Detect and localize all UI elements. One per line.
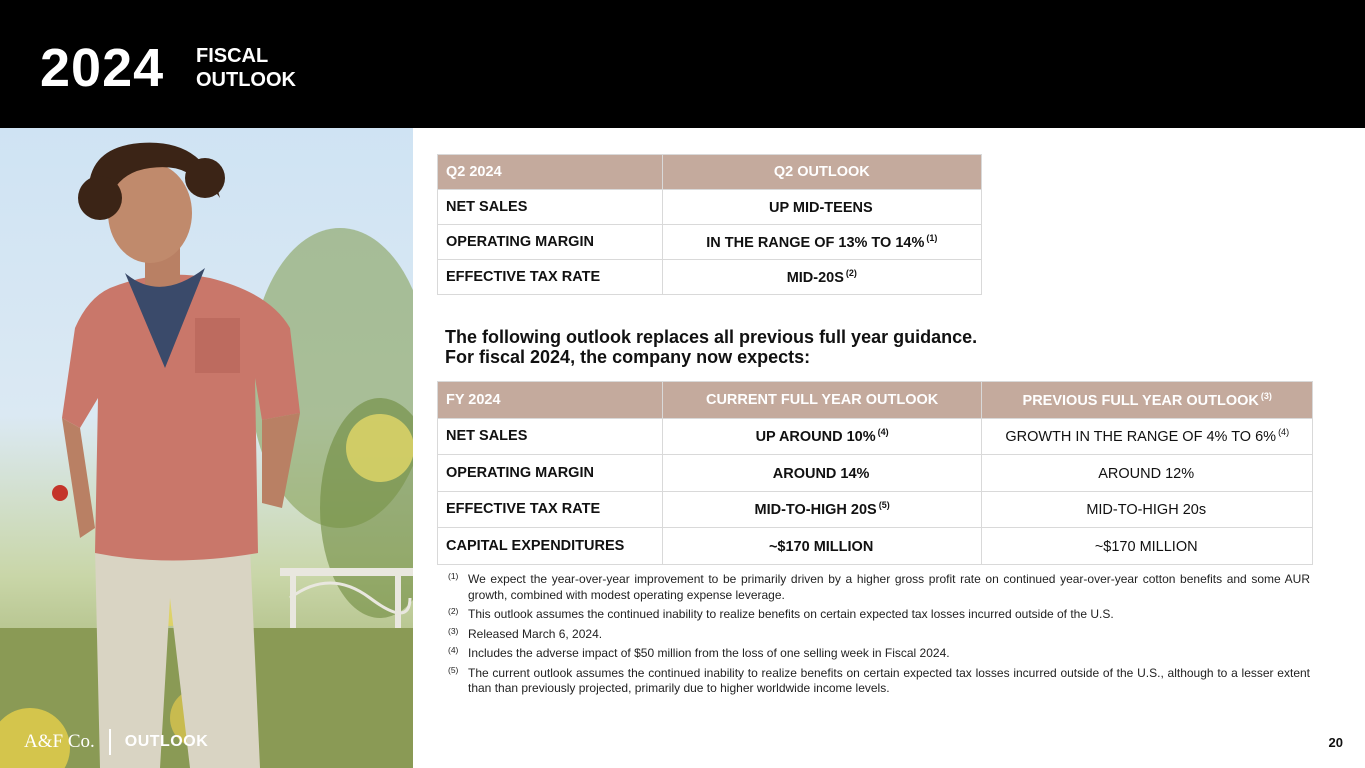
footnote-ref: (3): [1260, 390, 1272, 401]
table-header-cell: FY 2024: [438, 382, 663, 419]
previous-outlook-value: ~$170 MILLION: [982, 528, 1313, 565]
footnote-ref: (4): [1278, 427, 1290, 438]
footnote-number: (3): [448, 625, 459, 636]
outlook-value: UP MID-TEENS: [662, 190, 981, 225]
footnote-text: We expect the year-over-year improvement to be primarily driven by a higher gross profit rate on continued year-over-year cotton benefits and some AUR growth, combined with modest operating expense leverage.: [468, 572, 1310, 602]
page-title-year: 2024: [40, 38, 165, 98]
guidance-statement-line-2: For fiscal 2024, the company now expects:: [445, 347, 811, 367]
table-header-cell: Q2 OUTLOOK: [662, 155, 981, 190]
footnotes: [448, 572, 1310, 701]
footnote-text: This outlook assumes the continued inability to realize benefits on certain expected tax losses incurred outside of the U.S.: [468, 607, 1114, 621]
footnote: [448, 607, 1310, 623]
current-outlook-value: UP AROUND 10% $^{(4)}$: [662, 418, 982, 455]
footnote-text: The current outlook assumes the continued inability to realize benefits on certain expected tax losses incurred outside of the U.S., although to a lesser extent than than previously projected, primarily due to higher worldwide income levels.: [468, 665, 1310, 695]
footnote: [448, 572, 1310, 603]
row-label: NET SALES: [438, 190, 663, 225]
page-title-line-2: OUTLOOK: [196, 69, 296, 91]
page-number: 20: [1328, 735, 1343, 750]
brand-footer: [24, 728, 208, 756]
row-label: NET SALES: [438, 418, 663, 455]
table-row: [438, 418, 1313, 455]
q2-outlook-table: [437, 154, 982, 295]
current-outlook-value: ~$170 MILLION: [662, 528, 982, 565]
footnote-number: (2): [448, 606, 459, 616]
table-row: [438, 528, 1313, 565]
footnote-text: Released March 6, 2024.: [468, 626, 603, 641]
hero-photo-illustration: [0, 128, 413, 768]
table-header-cell: Q2 2024: [438, 155, 663, 190]
footnote-ref: (2): [845, 268, 857, 278]
section-label: OUTLOOK: [124, 733, 209, 750]
page-title-line-1: FISCAL: [196, 45, 269, 67]
table-row: [438, 260, 982, 295]
fy-outlook-table: [437, 381, 1313, 565]
page-title: [196, 44, 296, 92]
table-row: [438, 190, 982, 225]
table-row: [438, 225, 982, 260]
brand-divider: [109, 729, 111, 755]
row-label: EFFECTIVE TAX RATE: [438, 260, 663, 295]
table-header-row: [438, 382, 1313, 419]
table-header-cell: PREVIOUS FULL YEAR OUTLOOK $^{(3)}$: [982, 382, 1313, 419]
hero-photo: [0, 128, 413, 768]
row-label: CAPITAL EXPENDITURES: [438, 528, 663, 565]
previous-outlook-value: GROWTH IN THE RANGE OF 4% TO 6% $^{(4)}$: [982, 418, 1313, 455]
footnote-ref: (5): [878, 500, 890, 511]
footnote-ref: (4): [877, 427, 889, 438]
footnote-ref: (1): [926, 233, 938, 243]
outlook-value: IN THE RANGE OF 13% TO 14% $^{(1)}$: [662, 225, 981, 260]
footnote: [448, 646, 1310, 662]
footnote-number: (4): [448, 645, 459, 655]
header-bar: [0, 0, 1365, 128]
footnote-text: Includes the adverse impact of $50 million from the loss of one selling week in Fiscal 2024.: [468, 646, 950, 660]
footnote-number: (5): [448, 664, 459, 675]
table-header-cell: CURRENT FULL YEAR OUTLOOK: [662, 382, 982, 419]
previous-outlook-value: MID-TO-HIGH 20s: [982, 491, 1313, 528]
footnote: [448, 666, 1310, 697]
row-label: EFFECTIVE TAX RATE: [438, 491, 663, 528]
guidance-statement: [445, 327, 977, 367]
table-row: [438, 455, 1313, 492]
previous-outlook-value: AROUND 12%: [982, 455, 1313, 492]
guidance-statement-line-1: The following outlook replaces all previous full year guidance.: [445, 327, 978, 347]
brand-logo: A&F Co.: [24, 731, 95, 752]
row-label: OPERATING MARGIN: [438, 455, 663, 492]
table-header-row: [438, 155, 982, 190]
footnote-number: (1): [448, 571, 459, 581]
table-row: [438, 491, 1313, 528]
outlook-value: MID-20S $^{(2)}$: [662, 260, 981, 295]
current-outlook-value: MID-TO-HIGH 20S $^{(5)}$: [662, 491, 982, 528]
current-outlook-value: AROUND 14%: [662, 455, 982, 492]
footnote: [448, 627, 1310, 643]
row-label: OPERATING MARGIN: [438, 225, 663, 260]
